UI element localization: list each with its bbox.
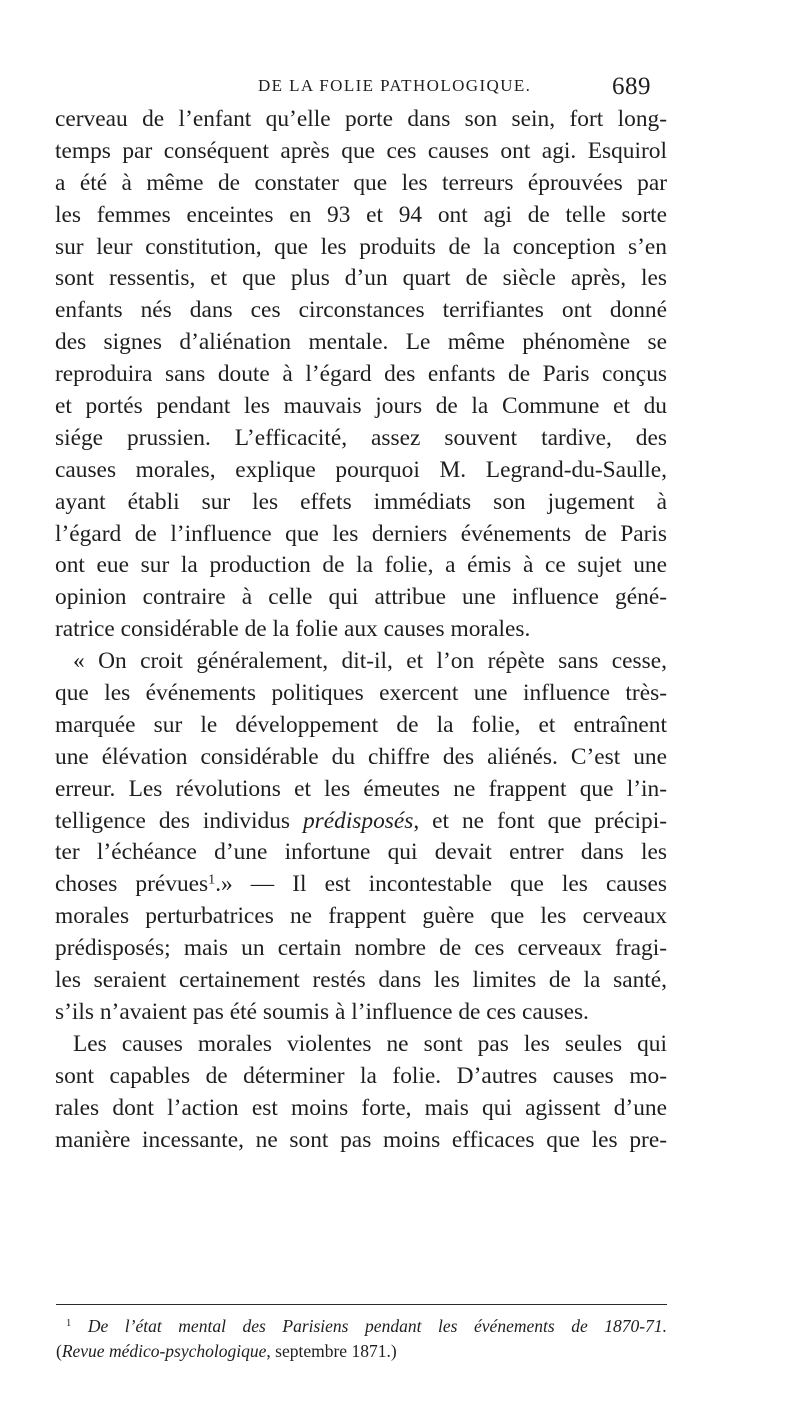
text-line: prédisposés; mais un certain nombre de ces cerveaux fragi-: [55, 935, 667, 962]
text-line: causes morales, explique pourquoi M. Legrand-du-Saulle,: [55, 456, 667, 483]
text-line: marquée sur le développement de la folie, et entraînent: [55, 711, 667, 738]
running-header: [258, 76, 658, 102]
text-line: siége prussien. L’efficacité, assez souvent tardive, des: [55, 424, 667, 451]
text-span: .» — Il est incontestable que les causes: [215, 871, 667, 898]
text-line: temps par conséquent après que ces causes ont agi. Esquirol: [55, 137, 667, 164]
text-line: une élévation considérable du chiffre des aliénés. C’est une: [55, 743, 667, 770]
footnote-line: [56, 1339, 667, 1364]
text-line: enfants nés dans ces circonstances terrifiantes ont donné: [55, 297, 667, 324]
text-line: manière incessante, ne sont pas moins efficaces que les pre-: [55, 1126, 667, 1153]
footnote-title: De l’état mental des Parisiens pendant les événements de 1870-71.: [87, 1316, 668, 1336]
footnote-journal: Revue médico-psychologique: [61, 1341, 267, 1361]
page-number: 689: [612, 73, 651, 100]
text-line: ter l’échéance d’une infortune qui devait entrer dans les: [55, 839, 667, 866]
text-line: s’ils n’avaient pas été soumis à l’influence de ces causes.: [55, 998, 589, 1025]
text-line: « On croit généralement, dit-il, et l’on répète sans cesse,: [73, 648, 667, 675]
text-line: les seraient certainement restés dans les limites de la santé,: [55, 967, 667, 994]
text-line: et portés pendant les mauvais jours de la Commune et du: [55, 393, 667, 420]
text-line: morales perturbatrices ne frappent guère que les cerveaux: [55, 903, 667, 930]
text-line: les femmes enceintes en 93 et 94 ont agi de telle sorte: [55, 201, 667, 228]
text-line: ont eue sur la production de la folie, a émis à ce sujet une: [55, 552, 667, 579]
footnote-reference[interactable]: 1: [208, 871, 216, 888]
text-span: choses prévues: [55, 871, 209, 898]
footnote: [56, 1314, 667, 1364]
text-span: , et ne font que précipi-: [413, 807, 667, 834]
text-line: rales dont l’action est moins forte, mais qui agissent d’une: [55, 1094, 667, 1121]
footnote-divider: [56, 1304, 667, 1305]
footnote-marker: 1: [66, 1318, 72, 1330]
body-text: [55, 104, 667, 1156]
text-line: ratrice considérable de la folie aux causes morales.: [55, 616, 531, 643]
text-line: reproduira sans doute à l’égard des enfants de Paris conçus: [55, 361, 667, 388]
text-line: cerveau de l’enfant qu’elle porte dans son sein, fort long-: [55, 106, 667, 132]
text-line: a été à même de constater que les terreurs éprouvées par: [55, 169, 667, 196]
footnote-line: [56, 1314, 667, 1339]
text-line: sont capables de déterminer la folie. D’autres causes mo-: [55, 1062, 667, 1089]
text-line: [55, 869, 667, 901]
text-line: sur leur constitution, que les produits de la conception s’en: [55, 233, 667, 260]
text-line: ayant établi sur les effets immédiats son jugement à: [55, 488, 667, 515]
text-line: que les événements politiques exercent une influence très-: [55, 680, 667, 707]
text-line: des signes d’aliénation mentale. Le même phénomène se: [55, 329, 667, 356]
text-span: telligence des individus: [55, 807, 303, 834]
text-span: , septembre 1871.): [266, 1341, 397, 1361]
emphasis-text: prédisposés: [302, 807, 414, 834]
text-line: [55, 806, 667, 838]
text-line: sont ressentis, et que plus d’un quart de siècle après, les: [55, 265, 667, 292]
text-line: l’égard de l’influence que les derniers événements de Paris: [55, 520, 667, 547]
text-line: erreur. Les révolutions et les émeutes ne frappent que l’in-: [55, 775, 667, 802]
text-line: opinion contraire à celle qui attribue une influence géné-: [55, 584, 667, 611]
text-span: (: [56, 1341, 62, 1361]
text-line: Les causes morales violentes ne sont pas les seules qui: [73, 1030, 667, 1057]
running-header-title: DE LA FOLIE PATHOLOGIQUE.: [258, 76, 532, 95]
